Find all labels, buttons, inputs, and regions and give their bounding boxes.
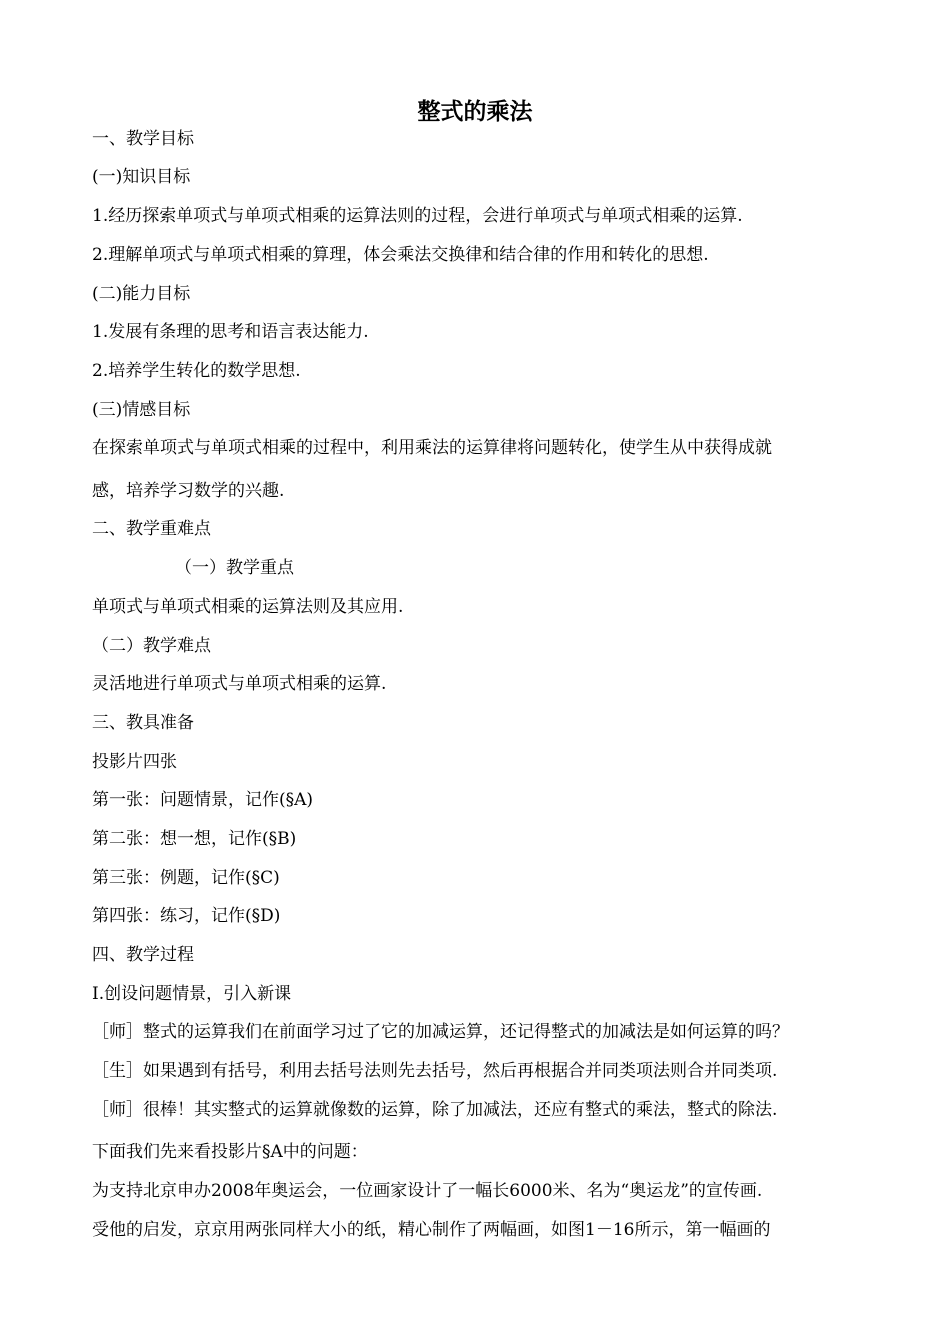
section-heading-key-points: 二、教学重难点: [92, 519, 211, 539]
intro-slide-a: 下面我们先来看投影片§A中的问题：: [92, 1142, 368, 1162]
section-heading-materials: 三、教具准备: [92, 713, 194, 733]
section-heading-process: 四、教学过程: [92, 945, 194, 965]
dialogue-student-1: ［生］如果遇到有括号，利用去括号法则先去括号，然后再根据合并同类项法则合并同类项.: [92, 1061, 778, 1081]
knowledge-objective-1: 1.经历探索单项式与单项式相乘的运算法则的过程，会进行单项式与单项式相乘的运算.: [92, 206, 743, 226]
subsection-difficult-point: （二）教学难点: [92, 636, 211, 656]
subsection-emotional-objectives: (三)情感目标: [92, 400, 191, 420]
emotional-objective-line-1: 在探索单项式与单项式相乘的过程中，利用乘法的运算律将问题转化，使学生从中获得成就: [92, 438, 772, 458]
knowledge-objective-2: 2.理解单项式与单项式相乘的算理，体会乘法交换律和结合律的作用和转化的思想.: [92, 245, 709, 265]
document-title: 整式的乘法: [417, 99, 533, 125]
subsection-ability-objectives: (二)能力目标: [92, 284, 191, 304]
subsection-knowledge-objectives: (一)知识目标: [92, 167, 191, 187]
ability-objective-2: 2.培养学生转化的数学思想.: [92, 361, 301, 381]
process-step-1-heading: Ⅰ.创设问题情景，引入新课: [92, 984, 292, 1004]
slide-item-2: 第二张：想一想，记作(§B): [92, 829, 297, 849]
slide-item-3: 第三张：例题，记作(§C): [92, 868, 280, 888]
slide-item-1: 第一张：问题情景，记作(§A): [92, 790, 314, 810]
slide-item-4: 第四张：练习，记作(§D): [92, 906, 281, 926]
section-heading-objectives: 一、教学目标: [92, 129, 194, 149]
materials-intro: 投影片四张: [92, 752, 177, 772]
dialogue-teacher-2: ［师］很棒！其实整式的运算就像数的运算，除了加减法，还应有整式的乘法，整式的除法.: [92, 1100, 778, 1120]
subsection-key-point: （一）教学重点: [175, 558, 294, 578]
emotional-objective-line-2: 感，培养学习数学的兴趣.: [92, 481, 285, 501]
key-point-text: 单项式与单项式相乘的运算法则及其应用.: [92, 597, 404, 617]
difficult-point-text: 灵活地进行单项式与单项式相乘的运算.: [92, 674, 387, 694]
dialogue-teacher-1: ［师］整式的运算我们在前面学习过了它的加减运算，还记得整式的加减法是如何运算的吗？: [92, 1022, 789, 1042]
problem-text-line-2: 受他的启发，京京用两张同样大小的纸，精心制作了两幅画，如图1－16所示，第一幅画的: [92, 1220, 771, 1240]
ability-objective-1: 1.发展有条理的思考和语言表达能力.: [92, 322, 369, 342]
problem-text-line-1: 为支持北京申办2008年奥运会，一位画家设计了一幅长6000米、名为“奥运龙”的宣传画.: [92, 1181, 763, 1201]
